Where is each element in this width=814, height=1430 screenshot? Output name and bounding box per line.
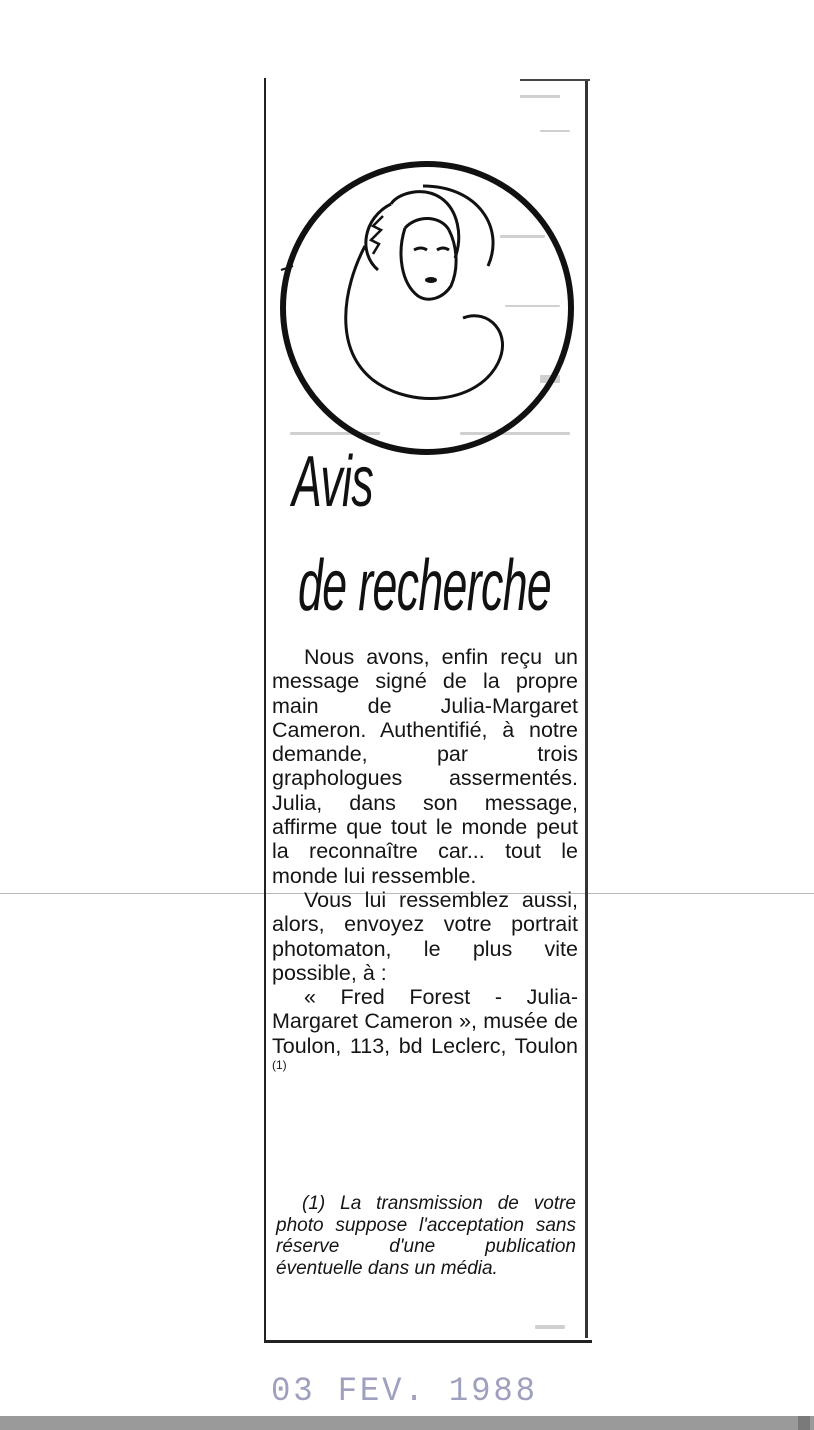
footnote-reference: (1): [272, 1057, 287, 1072]
footnote: (1) La transmission de votre photo suppose l'acceptation sans réserve d'une publication éventuelle dans un média.: [276, 1193, 576, 1279]
scan-noise: [520, 95, 560, 98]
headline-avis: Avis: [292, 442, 374, 522]
date-stamp: 03 FEV. 1988: [271, 1373, 538, 1411]
address-text: « Fred Forest - Julia-Margaret Cameron », musée de Toulon, 113, bd Leclerc, Toulon: [272, 985, 578, 1058]
scan-noise: [540, 130, 570, 132]
scan-noise: [535, 1325, 565, 1329]
article-paragraph-1: Nous avons, enfin reçu un message signé de la propre main de Julia-Margaret Cameron. Authentifié, à notre demande, par trois graphologues assermentés. Julia, dans son message, affirme que tout le monde peut la reconnaître car... tout le monde lui ressemble.: [272, 645, 578, 888]
headline-de-recherche: de recherche: [298, 546, 552, 626]
clipping-right-edge: [585, 80, 588, 1338]
horizontal-scrollbar[interactable]: [0, 1416, 814, 1430]
woman-face-logo-icon: [273, 158, 581, 458]
article-paragraph-2: Vous lui ressemblez aussi, alors, envoyez votre portrait photomaton, le plus vite possible, à :: [272, 887, 578, 985]
article-body: [272, 645, 578, 1082]
article-paragraph-address: [272, 985, 578, 1082]
scrollbar-thumb[interactable]: [798, 1416, 810, 1430]
clipping-top-edge: [520, 79, 590, 81]
